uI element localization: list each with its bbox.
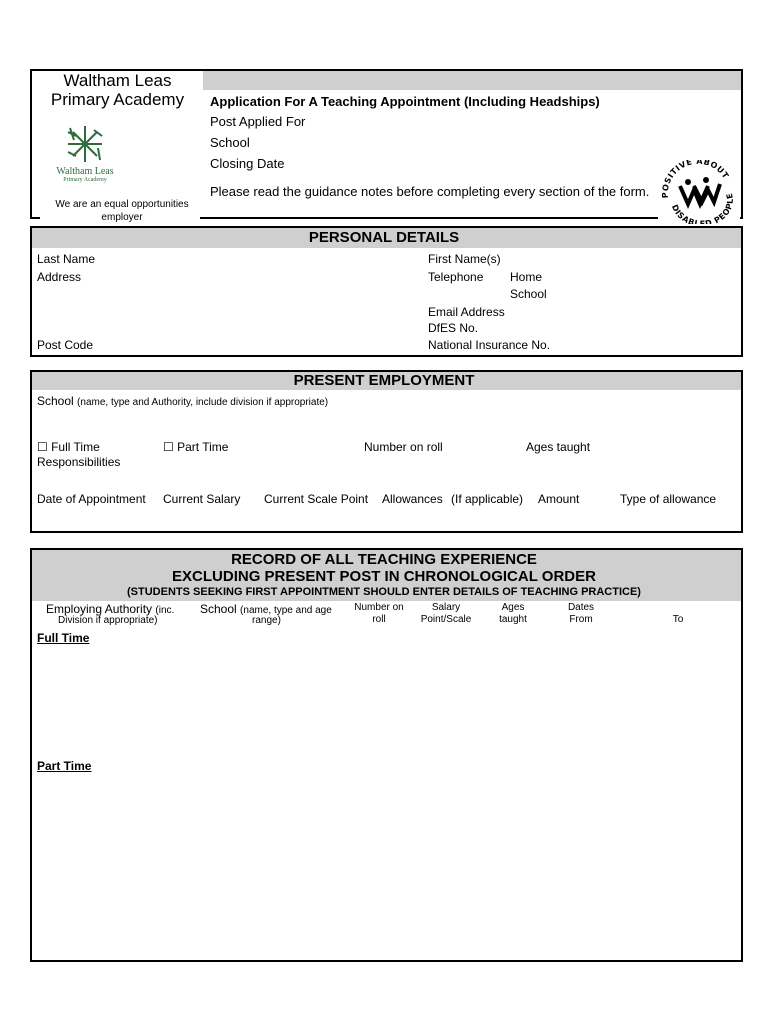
personal-details-title: PERSONAL DETAILS <box>308 229 460 246</box>
current-scale-point-label: Current Scale Point <box>264 492 369 506</box>
employment-school-label <box>37 394 328 410</box>
school-phone-label: School <box>510 287 547 301</box>
col-employing-authority-sub: Division if appropriate) <box>58 615 158 626</box>
ages-taught-label: Ages taught <box>526 440 591 454</box>
experience-title-line1: RECORD OF ALL TEACHING EXPERIENCE <box>231 551 537 568</box>
part-time-checkbox[interactable]: ☐ Part Time <box>163 440 229 454</box>
post-applied-for-label: Post Applied For <box>210 114 306 129</box>
form-title: Application For A Teaching Appointment (Including Headships) <box>210 94 600 109</box>
current-salary-label: Current Salary <box>163 492 241 506</box>
dfes-label: DfES No. <box>428 321 479 335</box>
col-dates-a: Dates <box>567 602 595 613</box>
date-of-appointment-label: Date of Appointment <box>37 492 146 506</box>
equal-opps-line1: We are an equal opportunities <box>55 199 189 210</box>
col-employing-authority: Employing Authority (inc. <box>46 602 175 616</box>
svg-text:POSITIVE ABOUT: POSITIVE ABOUT <box>660 160 731 199</box>
school-name-line1: Waltham Leas <box>63 71 172 90</box>
full-time-checkbox[interactable]: ☐ Full Time <box>37 440 100 454</box>
col-school: School (name, type and age <box>200 602 332 616</box>
post-code-label: Post Code <box>37 338 94 352</box>
col-ages-a: Ages <box>501 602 525 613</box>
positive-about-disabled-people-icon <box>658 160 740 224</box>
svg-text:DISABLED PEOPLE: DISABLED PEOPLE <box>669 191 735 224</box>
col-dates-to: To <box>672 614 684 625</box>
experience-title-line2: EXCLUDING PRESENT POST IN CHRONOLOGICAL ORDER <box>172 568 596 585</box>
if-applicable-label: (If applicable) <box>451 492 524 506</box>
col-school-sub: range) <box>252 615 281 626</box>
col-ages-b: taught <box>499 614 527 625</box>
address-label: Address <box>37 270 82 284</box>
last-name-label: Last Name <box>37 252 96 266</box>
header-grey-bar <box>203 71 741 90</box>
logo-text: Waltham Leas <box>56 166 114 177</box>
first-names-label: First Name(s) <box>428 252 501 266</box>
telephone-label: Telephone <box>428 270 484 284</box>
guidance-note: Please read the guidance notes before completing every section of the form. <box>210 184 650 199</box>
school-label: School <box>210 135 250 150</box>
part-time-section-label: Part Time <box>37 759 92 773</box>
col-salary-a: Salary <box>431 602 461 613</box>
school-name-line2: Primary Academy <box>50 90 185 109</box>
home-phone-label: Home <box>510 270 543 284</box>
experience-subtitle: (STUDENTS SEEKING FIRST APPOINTMENT SHOULD ENTER DETAILS OF TEACHING PRACTICE) <box>127 586 641 598</box>
present-employment-title: PRESENT EMPLOYMENT <box>293 372 475 389</box>
closing-date-label: Closing Date <box>210 156 285 171</box>
col-number-on-roll-a: Number on <box>354 602 404 613</box>
type-of-allowance-label: Type of allowance <box>620 492 717 506</box>
equal-opps-line2 <box>32 212 212 217</box>
email-label: Email Address <box>428 305 505 319</box>
employment-school-text: School <box>37 394 74 408</box>
disability-badge <box>658 160 740 224</box>
col-number-on-roll-b: roll <box>372 614 386 625</box>
ni-label: National Insurance No. <box>428 338 551 352</box>
responsibilities-label: Responsibilities <box>37 455 121 469</box>
col-salary-b: Point/Scale <box>420 614 472 625</box>
full-time-section-label: Full Time <box>37 631 90 645</box>
amount-label: Amount <box>538 492 580 506</box>
number-on-roll-label: Number on roll <box>364 440 443 454</box>
col-dates-from: From <box>569 614 593 625</box>
allowances-label: Allowances <box>382 492 443 506</box>
logo-subtext: Primary Academy <box>63 177 107 183</box>
employment-school-note: (name, type and Authority, include division if appropriate) <box>77 397 329 408</box>
